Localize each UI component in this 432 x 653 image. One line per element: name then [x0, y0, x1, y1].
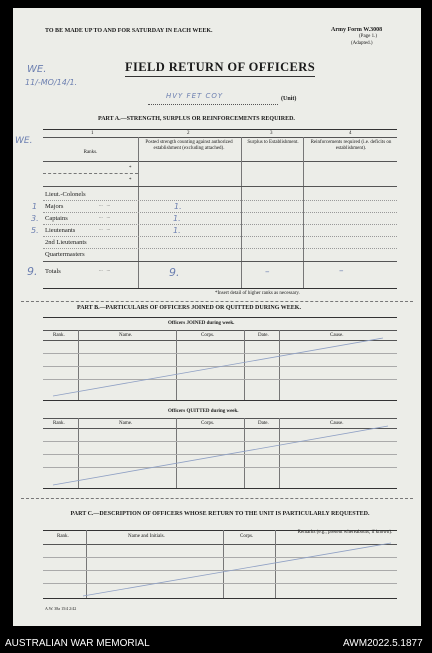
handwritten-left-lieutenants: 5.: [31, 226, 39, 235]
leader-dots-totals: ... ...: [99, 268, 111, 273]
quitted-col-name: Name.: [119, 421, 133, 426]
joined-col-name: Name.: [119, 333, 133, 338]
joined-col-rank: Rank.: [53, 333, 65, 338]
joined-heading: Officers JOINED during week.: [168, 321, 235, 326]
col-header-surplus: Surplus to Establishment.: [247, 140, 299, 145]
rank-captains: Captains: [45, 215, 68, 222]
handwritten-code: WE.: [27, 64, 47, 75]
part-a-heading: PART A.—STRENGTH, SURPLUS OR REINFORCEMENTS REQUIRED.: [98, 116, 295, 122]
posted-lieutenants-value: 1.: [173, 226, 181, 235]
joined-col-date: Date.: [258, 333, 269, 338]
quitted-strike-line: [53, 426, 388, 485]
col-header-ranks: Ranks.: [83, 150, 98, 155]
quitted-col-cause: Cause.: [330, 421, 344, 426]
army-form-number: Army Form W.3008: [331, 27, 383, 33]
col-header-reinforcements: Reinforcements required (i.e. deficits on establishment).: [310, 140, 392, 151]
posted-captains-value: 1.: [173, 214, 181, 223]
leader-dots-majors: ... ...: [99, 203, 111, 208]
part-c-strike-line: [83, 543, 391, 596]
quitted-col-corps: Corps.: [201, 421, 215, 426]
quitted-col-date: Date.: [258, 421, 269, 426]
rank-majors: Majors: [45, 203, 64, 210]
joined-col-cause: Cause.: [330, 333, 344, 338]
quitted-heading: Officers QUITTED during week.: [168, 409, 239, 414]
handwritten-side-mark: WE.: [15, 136, 33, 146]
posted-majors-value: 1.: [174, 202, 182, 211]
star-marker-1: *: [129, 166, 132, 171]
rank-totals: Totals: [45, 268, 61, 275]
quitted-col-rank: Rank.: [53, 421, 65, 426]
page-number: (Page 1.): [359, 34, 378, 39]
rank-quartermasters: Quartermasters: [45, 251, 85, 258]
star-marker-2: *: [129, 178, 132, 183]
col-number-1: 1: [91, 131, 94, 136]
posted-totals-value: 9.: [169, 266, 180, 279]
col-number-3: 3: [270, 131, 273, 136]
part-b-heading: PART B.—PARTICULARS OF OFFICERS JOINED OR QUITTED DURING WEEK.: [77, 305, 301, 311]
part-a-footnote: *Insert detail of higher ranks as necessary.: [215, 291, 300, 296]
form-sheet: [13, 8, 421, 626]
leader-dots-lieutenants: ... ...: [99, 227, 111, 232]
footer-accession: AWM2022.5.1877: [343, 638, 423, 649]
handwritten-left-majors: 1: [32, 202, 38, 211]
footer-institution: AUSTRALIAN WAR MEMORIAL: [5, 638, 150, 649]
part-c-col-rank: Rank.: [57, 534, 69, 539]
handwritten-left-captains: 3.: [31, 214, 39, 223]
pencil-strikes: [13, 8, 421, 626]
form-title: FIELD RETURN OF OFFICERS: [125, 60, 315, 77]
joined-col-corps: Corps.: [201, 333, 215, 338]
handwritten-reference: 11/-MO/14/1.: [25, 78, 78, 87]
top-instruction: TO BE MADE UP TO AND FOR SATURDAY IN EACH WEEK.: [45, 28, 213, 34]
reinforcements-totals-dash: –: [339, 266, 344, 276]
part-c-col-name: Name and Initials.: [128, 534, 165, 539]
rank-lieut-colonels: Lieut.-Colonels: [45, 191, 86, 198]
print-code: A.W. 38a 15/4 2/42: [45, 606, 77, 611]
col-number-2: 2: [187, 131, 190, 136]
unit-label: (Unit): [281, 96, 297, 102]
leader-dots-captains: ... ...: [99, 215, 111, 220]
joined-strike-line: [53, 338, 383, 396]
rank-2nd-lieutenants: 2nd Lieutenants: [45, 239, 87, 246]
adapted-note: (Adapted.): [351, 41, 373, 46]
part-c-heading: PART C.—DESCRIPTION OF OFFICERS WHOSE RETURN TO THE UNIT IS PARTICULARLY REQUESTED.: [70, 511, 370, 517]
part-c-col-corps: Corps.: [240, 534, 254, 539]
col-header-posted: Posted strength counting against authorized establishment (excluding attached).: [145, 140, 233, 151]
col-number-4: 4: [349, 131, 352, 136]
handwritten-left-totals: 9.: [27, 265, 38, 278]
surplus-totals-dash: –: [265, 267, 270, 277]
rank-lieutenants: Lieutenants: [45, 227, 76, 234]
unit-name: HVY FET COY: [166, 92, 224, 100]
part-c-col-remarks: Remarks (e.g., present whereabouts, if known).: [297, 530, 393, 535]
